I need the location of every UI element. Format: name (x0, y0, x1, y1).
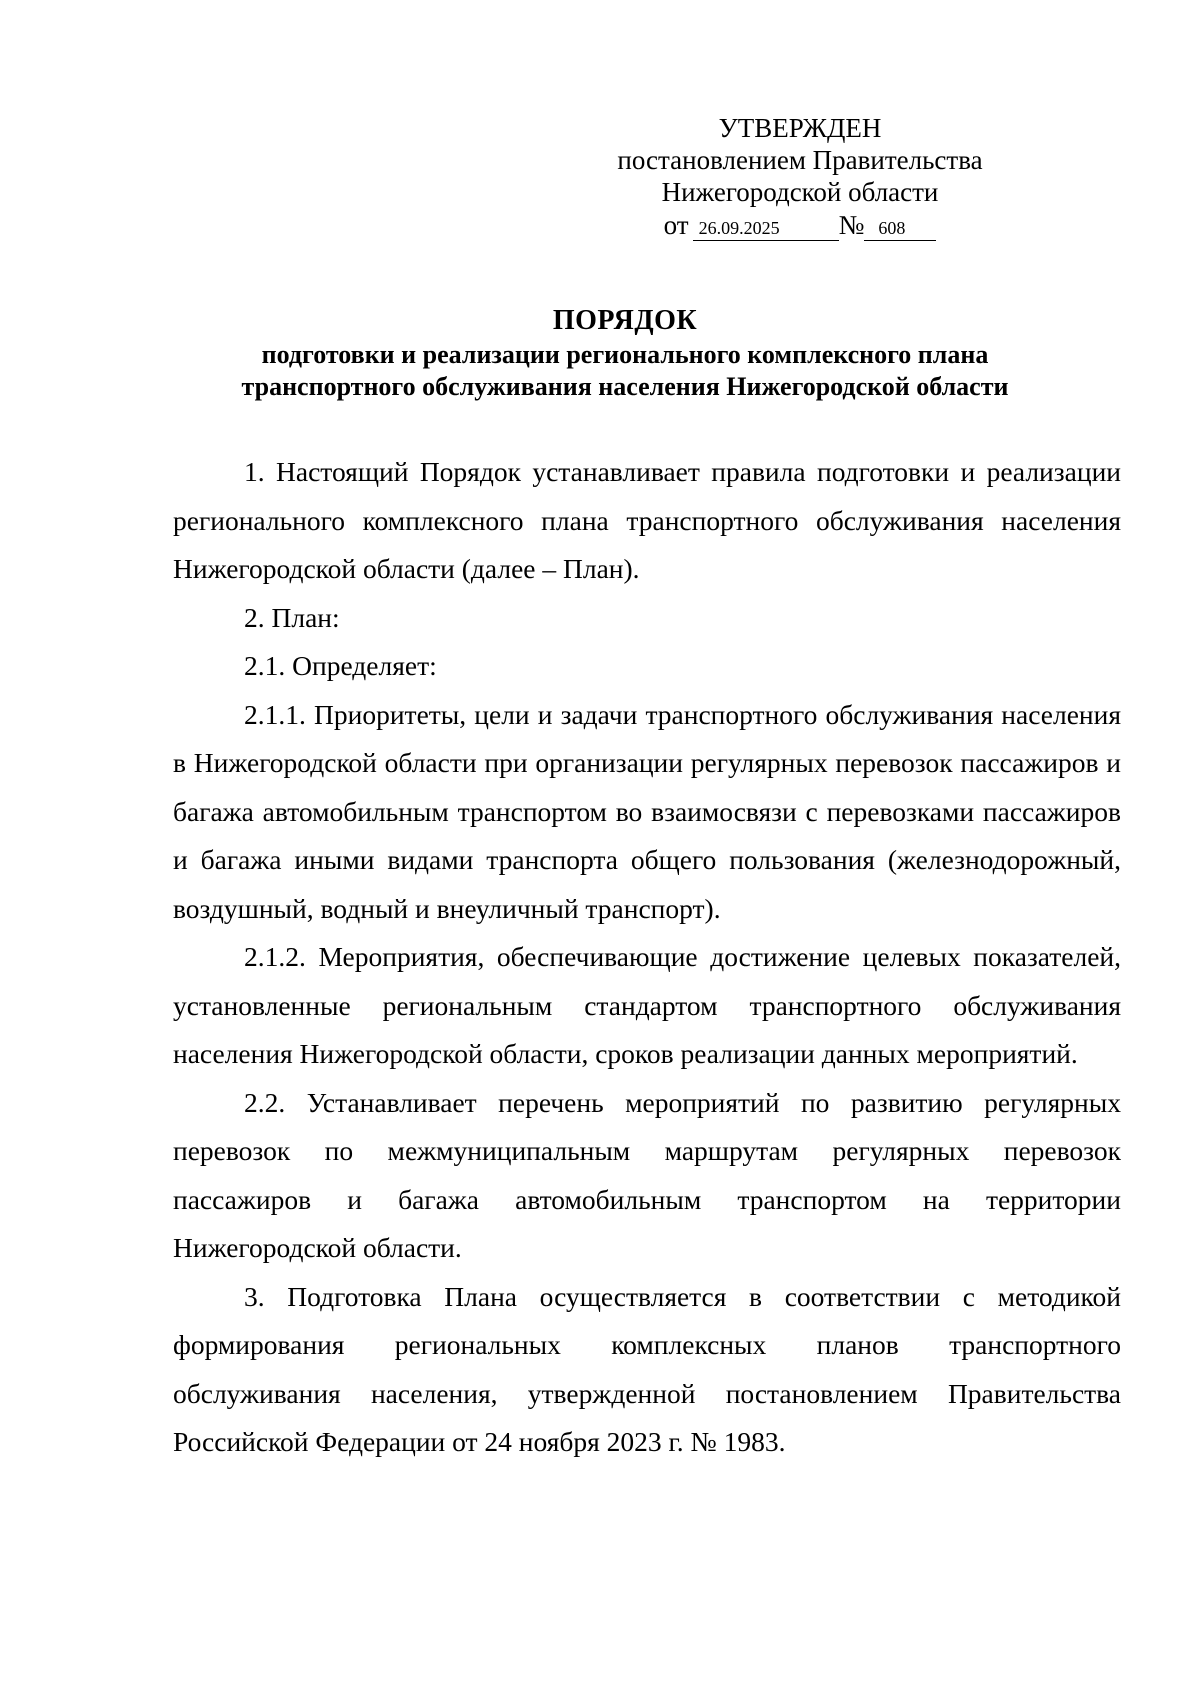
approval-number: 608 (864, 216, 936, 241)
paragraph-2: 2. План: (244, 601, 340, 633)
paragraph-2-1-2: 2.1.2. Мероприятия, обеспечивающие достижение целевых показателей, установленные региональным стандартом транспортного обслуживания населения Нижегородской области, сроков реализации данных мероприятий. (173, 941, 1121, 1069)
paragraph-2-1-1: 2.1.1. Приоритеты, цели и задачи транспортного обслуживания населения в Нижегородской области при организации регулярных перевозок пассажиров и багажа автомобильным транспортом во взаимосвязи с перевозками пассажиров и багажа иными видами транспорта общего пользования (железнодорожный, воздушный, водный и внеуличный транспорт). (173, 698, 1121, 924)
approval-line-1: постановлением Правительства (617, 145, 983, 175)
number-sign: № (838, 210, 865, 240)
paragraph-3: 3. Подготовка Плана осуществляется в соответствии с методикой формирования региональных комплексных планов транспортного обслуживания населения, утвержденной постановлением Правительства Российской Федерации от 24 ноября 2023 г. № 1983. (173, 1280, 1121, 1457)
approval-date-line (590, 209, 1010, 241)
approval-block (590, 112, 1010, 241)
approval-line-2: Нижегородской области (661, 177, 939, 207)
document-title-block (150, 303, 1100, 403)
paragraph-1: 1. Настоящий Порядок устанавливает правила подготовки и реализации регионального комплексного плана транспортного обслуживания населения Нижегородской области (далее – План). (173, 456, 1121, 584)
subtitle-line-2: транспортного обслуживания населения Нижегородской области (241, 372, 1009, 401)
date-prefix: от (663, 210, 689, 240)
paragraph-2-2: 2.2. Устанавливает перечень мероприятий по развитию регулярных перевозок по межмуниципальным маршрутам регулярных перевозок пассажиров и багажа автомобильным транспортом на территории Нижегородской области. (173, 1086, 1121, 1263)
document-title: ПОРЯДОК (552, 305, 698, 336)
document-body (173, 448, 1121, 1467)
approval-date: 26.09.2025 (693, 216, 839, 241)
subtitle-line-1: подготовки и реализации регионального комплексного плана (261, 340, 989, 369)
document-subtitle (150, 339, 1100, 403)
approval-heading: УТВЕРЖДЕН (718, 113, 882, 143)
paragraph-2-1: 2.1. Определяет: (244, 650, 437, 681)
